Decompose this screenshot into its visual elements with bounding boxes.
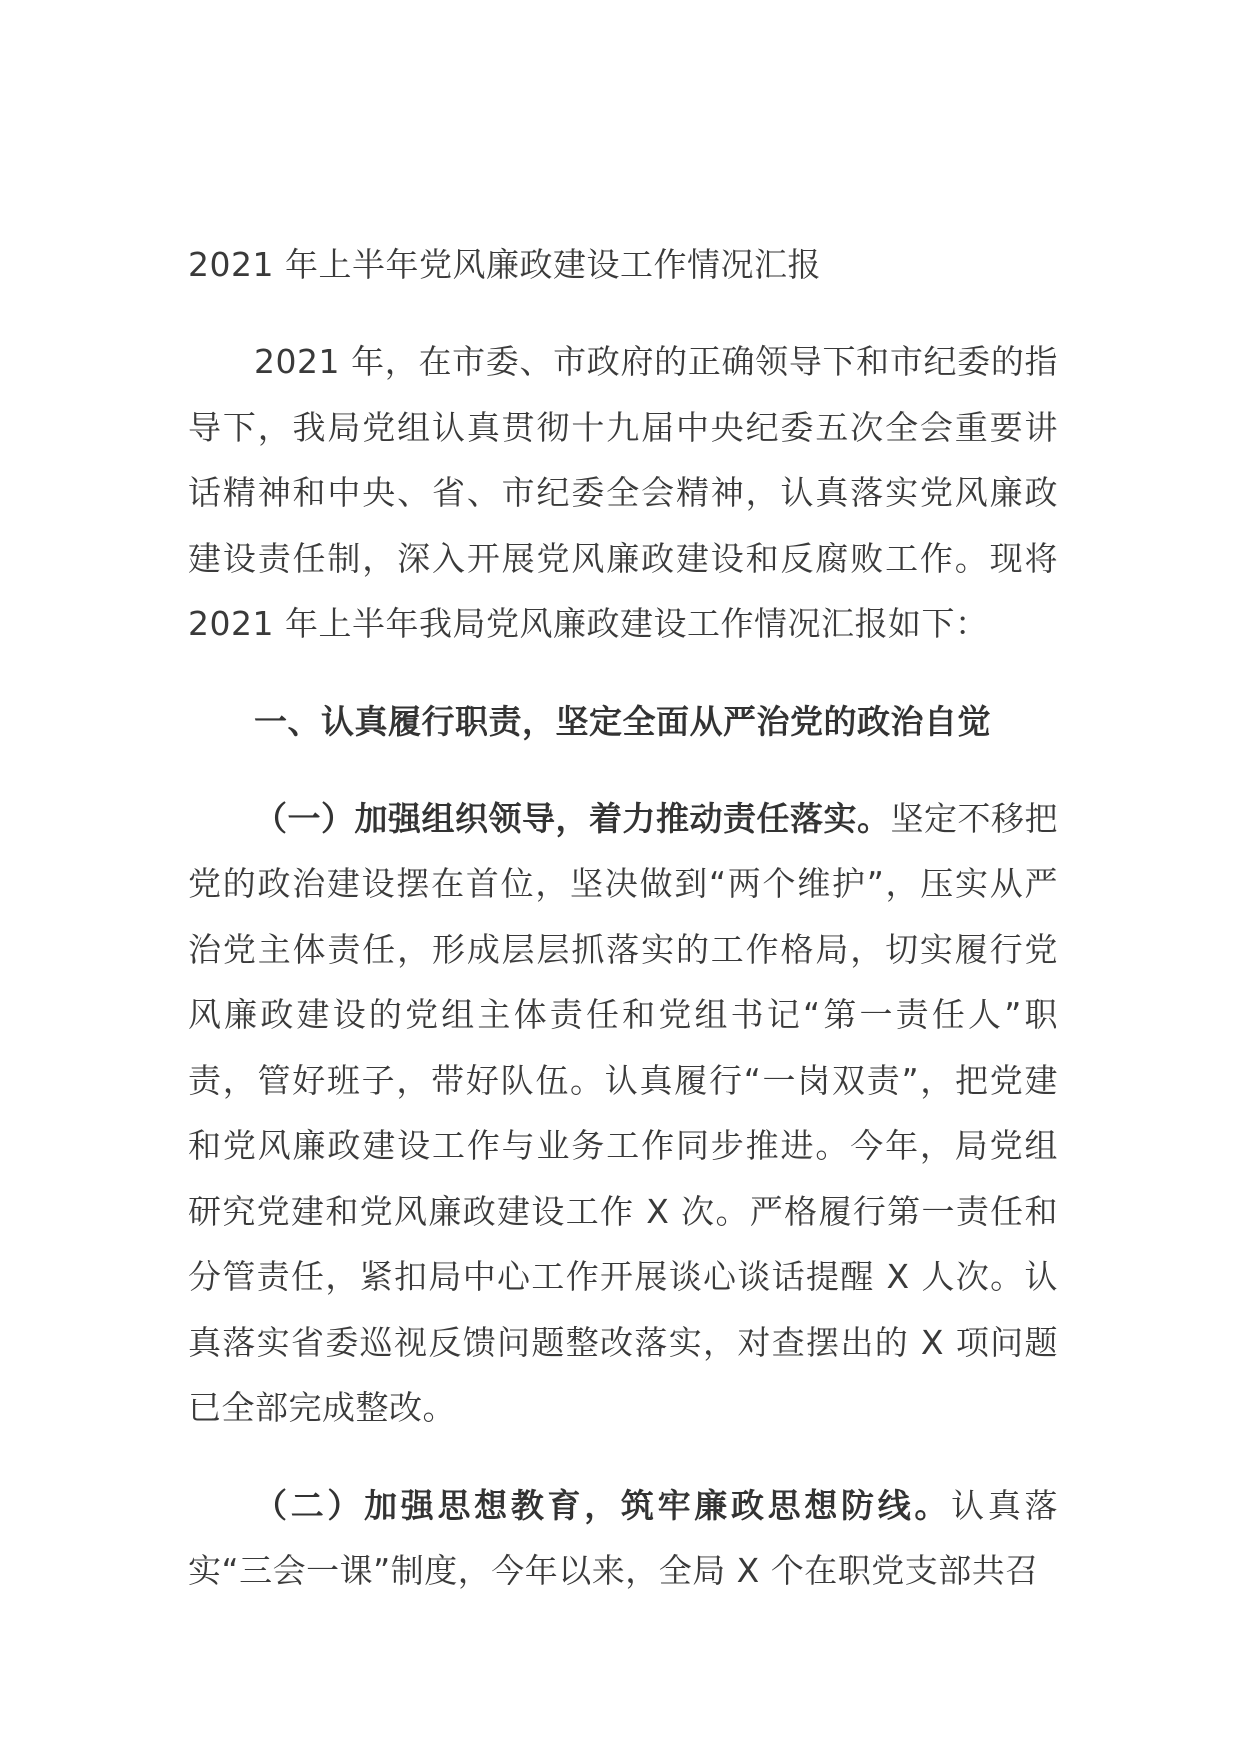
subsection-paragraph-2: [188, 1473, 1058, 1604]
intro-paragraph: 2021 年，在市委、市政府的正确领导下和市纪委的指导下，我局党组认真贯彻十九届中央纪委五次全会重要讲话精神和中央、省、市纪委全会精神，认真落实党风廉政建设责任制，深入开展党风廉政建设和反腐败工作。现将 2021 年上半年我局党风廉政建设工作情况汇报如下：: [188, 342, 1058, 643]
document-title: 2021 年上半年党风廉政建设工作情况汇报: [188, 245, 821, 284]
document-body: [188, 232, 1058, 1604]
subsection-paragraph-1: [188, 786, 1058, 1441]
subsection-lead-2: （二）加强思想教育，筑牢廉政思想防线。: [254, 1485, 952, 1525]
subsection-body-1: 坚定不移把党的政治建设摆在首位，坚决做到“两个维护”，压实从严治党主体责任，形成层层抓落实的工作格局，切实履行党风廉政建设的党组主体责任和党组书记“第一责任人”职责，管好班子，带好队伍。认真履行“一岗双责”，把党建和党风廉政建设工作与业务工作同步推进。今年，局党组研究党建和党风廉政建设工作 X 次。严格履行第一责任和分管责任，紧扣局中心工作开展谈心谈话提醒 X 人次。认真落实省委巡视反馈问题整改落实，对查摆出的 X 项问题已全部完成整改。: [188, 798, 1058, 1427]
subsection-lead-1: （一）加强组织领导，着力推动责任落实。: [254, 798, 891, 838]
section-heading-1: 一、认真履行职责，坚定全面从严治党的政治自觉: [254, 701, 991, 741]
subsection-body-2: 认真落实“三会一课”制度，今年以来，全局 X 个在职党支部共召: [188, 1485, 1059, 1590]
